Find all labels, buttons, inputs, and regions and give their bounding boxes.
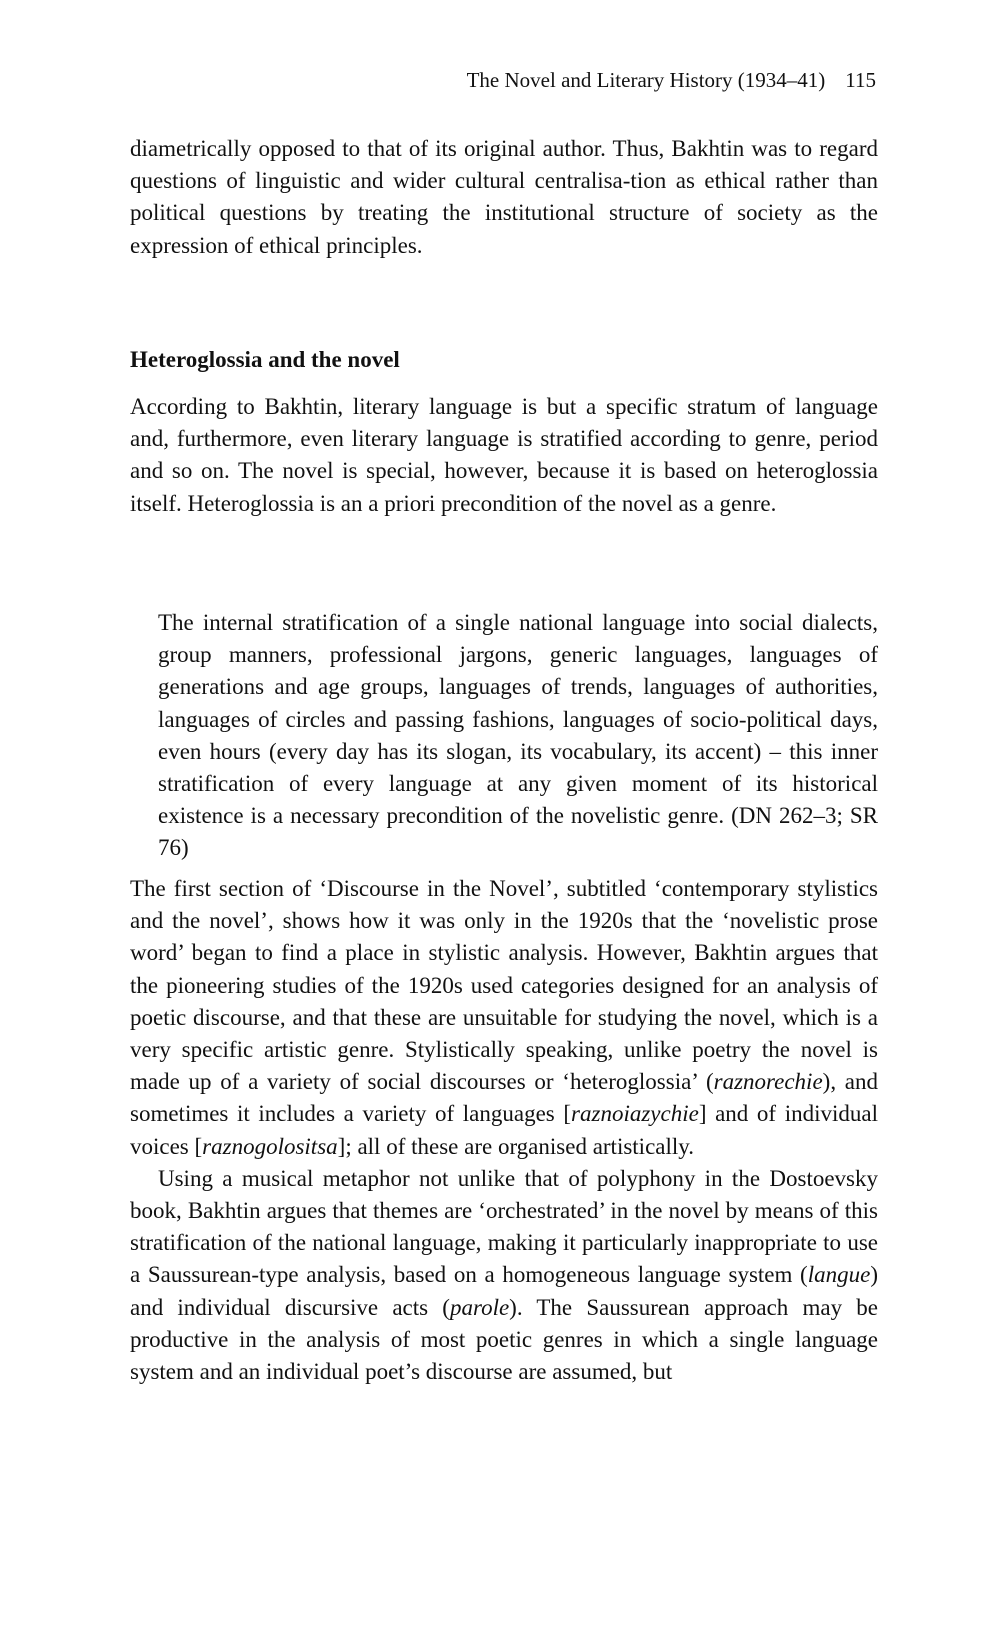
italic-term: raznorechie bbox=[713, 1069, 823, 1095]
text-run: ), and sometimes it includes a variety of languages [ bbox=[130, 1069, 878, 1127]
italic-term: langue bbox=[807, 1262, 871, 1288]
paragraph-discourse-in-the-novel bbox=[130, 873, 878, 1163]
body-text bbox=[130, 873, 878, 1388]
text-run: The first section of ‘Discourse in the Novel’, subtitled ‘contemporary stylistics and the novel’, shows how it was only in the 1920s that the ‘novelistic prose word’ began to find a place in stylistic analysis. However, Bakhtin argues that the pioneering studies of the 1920s used categories designed for an analysis of poetic discourse, and that these are unsuitable for studying the novel, which is a very specific artistic genre. Stylistically speaking, unlike poetry the novel is made up of a variety of social discourses or ‘heteroglossia’ ( bbox=[130, 876, 878, 1095]
running-head bbox=[467, 66, 876, 94]
text-run: ]; all of these are organised artistically. bbox=[337, 1133, 695, 1159]
paragraph-intro bbox=[130, 391, 878, 520]
paragraph-text: diametrically opposed to that of its original author. Thus, Bakhtin was to regard questions of linguistic and wider cultural centralisa-tion as ethical rather than political questions by treating the institutional structure of society as the expression of ethical principles. bbox=[130, 136, 878, 258]
section-heading: Heteroglossia and the novel bbox=[130, 347, 400, 372]
text-run: ). The Saussurean approach may be productive in the analysis of most poetic genres in which a single language system and an individual poet’s discourse are assumed, but bbox=[130, 1294, 878, 1385]
text-run: ) and individual discursive acts ( bbox=[130, 1262, 878, 1320]
paragraph-text: According to Bakhtin, literary language is but a specific stratum of language and, furthermore, even literary language is stratified according to genre, period and so on. The novel is special, however, because it is based on heteroglossia itself. Heteroglossia is an a priori precondition of the novel as a genre. bbox=[130, 394, 878, 516]
text-run: ] and of individual voices [ bbox=[130, 1101, 878, 1159]
text-run: Using a musical metaphor not unlike that of polyphony in the Dostoevsky book, Bakhtin argues that themes are ‘orchestrated’ in the novel by means of this stratification of the national language, making it particularly inappropriate to use a Saussurean-type analysis, based on a homogeneous language system ( bbox=[130, 1165, 878, 1288]
running-head-title: The Novel and Literary History (1934–41) bbox=[466, 68, 826, 92]
block-quote bbox=[158, 584, 878, 888]
paragraph-continuation bbox=[130, 133, 878, 262]
paragraph-musical-metaphor bbox=[130, 1163, 878, 1388]
block-quote-text: The internal stratification of a single national language into social dialects, group manners, professional jargons, generic languages, languages of generations and age groups, languages of trends, languages of authorities, languages of circles and passing fashions, languages of socio-political days, even hours (every day has its slogan, its vocabulary, its accent) – this inner stratification of every language at any given moment of its historical existence is a necessary precondition of the novelistic genre. (DN 262–3; SR 76) bbox=[158, 610, 878, 861]
italic-term: parole bbox=[449, 1294, 510, 1320]
page-number: 115 bbox=[845, 68, 876, 92]
italic-term: raznoiazychie bbox=[571, 1101, 699, 1127]
italic-term: raznogolositsa bbox=[202, 1133, 338, 1159]
